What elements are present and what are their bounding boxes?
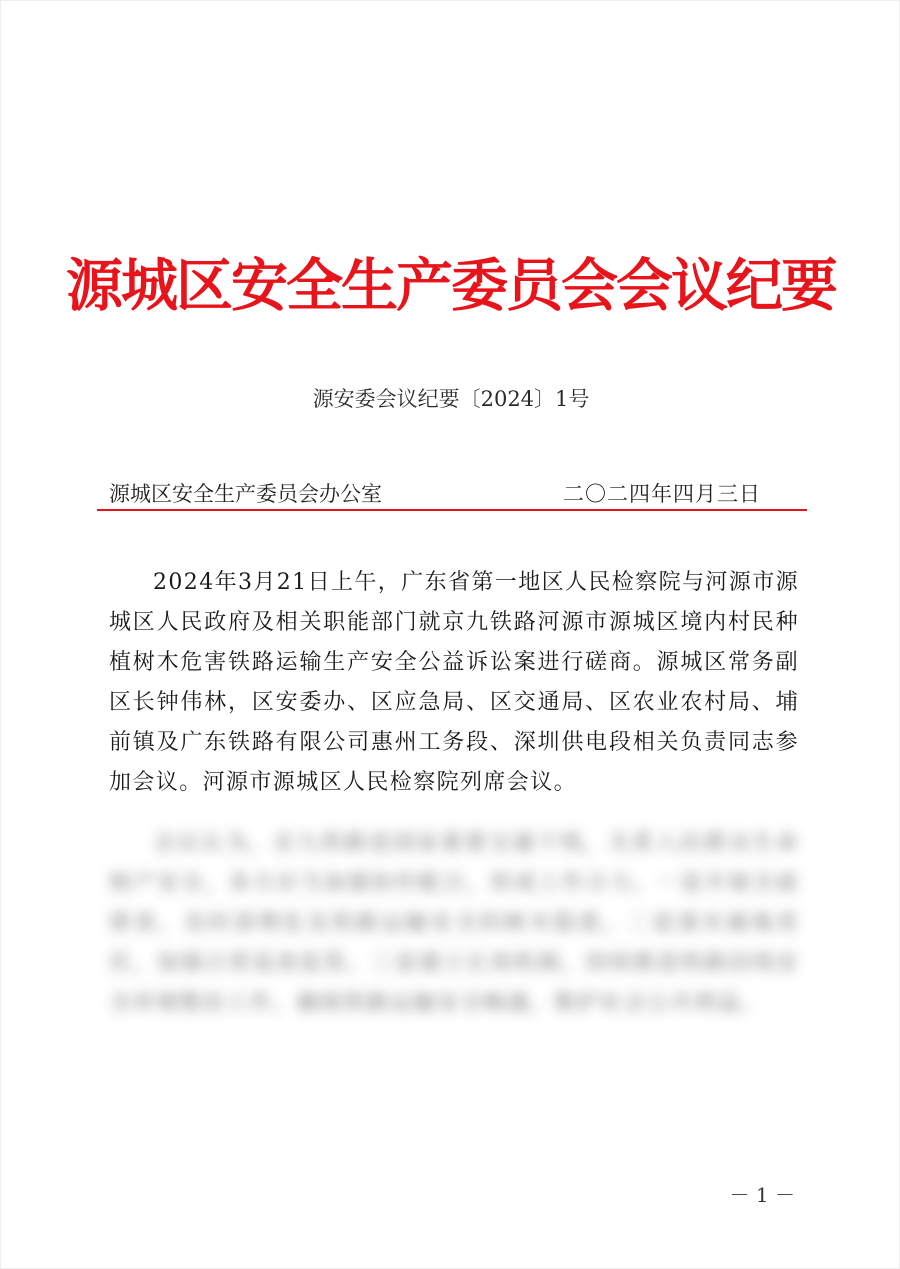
document-number: 源安委会议纪要〔2024〕1号: [312, 387, 590, 411]
page-number: － 1 －: [729, 1183, 795, 1207]
document-title: 源城区安全生产委员会会议纪要: [66, 252, 836, 319]
red-divider-line: [97, 509, 807, 511]
redacted-blurred-text: 会议认为，京九铁路是国家重要交通干线，关系人民群众生命财产安全，各方应当加强协作配合，形成工作合力。一是开展全面排查，及时清理危及铁路运输安全的树木隐患。二是落实属地责任，加强日常巡查监管。三是建立长效机制，持续推进铁路沿线安全环境整治工作，确保铁路运输安全畅通，维护社会公共利益。: [109, 831, 799, 1016]
issuer-office: 源城区安全生产委员会办公室: [109, 482, 382, 506]
body-paragraph: 2024年3月21日上午，广东省第一地区人民检察院与河源市源城区人民政府及相关职能部门就京九铁路河源市源城区境内村民种植树木危害铁路运输生产安全公益诉讼案进行磋商。源城区常务副区长钟伟林，区安委办、区应急局、区交通局、区农业农村局、埔前镇及广东铁路有限公司惠州工务段、深圳供电段相关负责同志参加会议。河源市源城区人民检察院列席会议。: [109, 570, 799, 795]
issue-date: 二〇二四年四月三日: [563, 482, 761, 506]
